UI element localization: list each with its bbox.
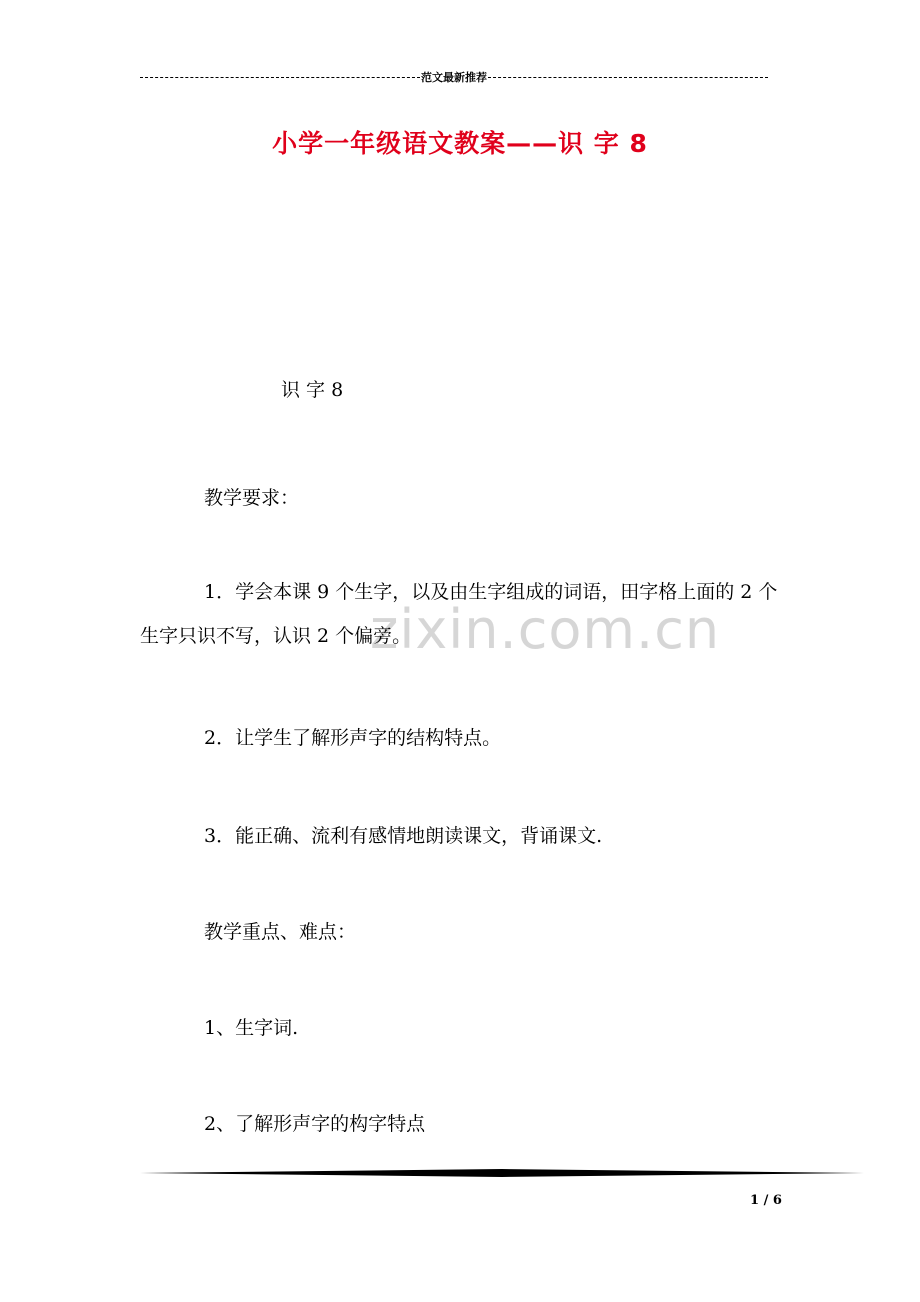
lesson-subtitle: 识 字 8 bbox=[281, 379, 344, 401]
header-dash-left bbox=[140, 77, 420, 78]
keypoint-1: 1、生字词. bbox=[204, 1017, 299, 1039]
page-number: 1 / 6 bbox=[750, 1193, 782, 1208]
document-title: 小学一年级语文教案——识 字 8 bbox=[272, 129, 648, 158]
footer-rule bbox=[140, 1168, 864, 1178]
keypoints-heading: 教学重点、难点： bbox=[204, 921, 357, 943]
page-header bbox=[140, 70, 768, 84]
requirement-2: 2．让学生了解形声字的结构特点。 bbox=[204, 727, 502, 749]
watermark: zixin.com.cn bbox=[370, 598, 721, 661]
keypoint-2: 2、了解形声字的构字特点 bbox=[204, 1113, 426, 1135]
header-dash-right bbox=[488, 77, 768, 78]
requirement-1: 1．学会本课 9 个生字，以及由生字组成的词语，田字格上面的 2 个生字只识不写，认识 2 个偏旁。 bbox=[140, 581, 778, 647]
requirement-3: 3．能正确、流利有感情地朗读课文，背诵课文. bbox=[204, 825, 603, 847]
requirements-heading: 教学要求： bbox=[204, 487, 300, 509]
header-label: 范文最新推荐 bbox=[421, 71, 487, 84]
